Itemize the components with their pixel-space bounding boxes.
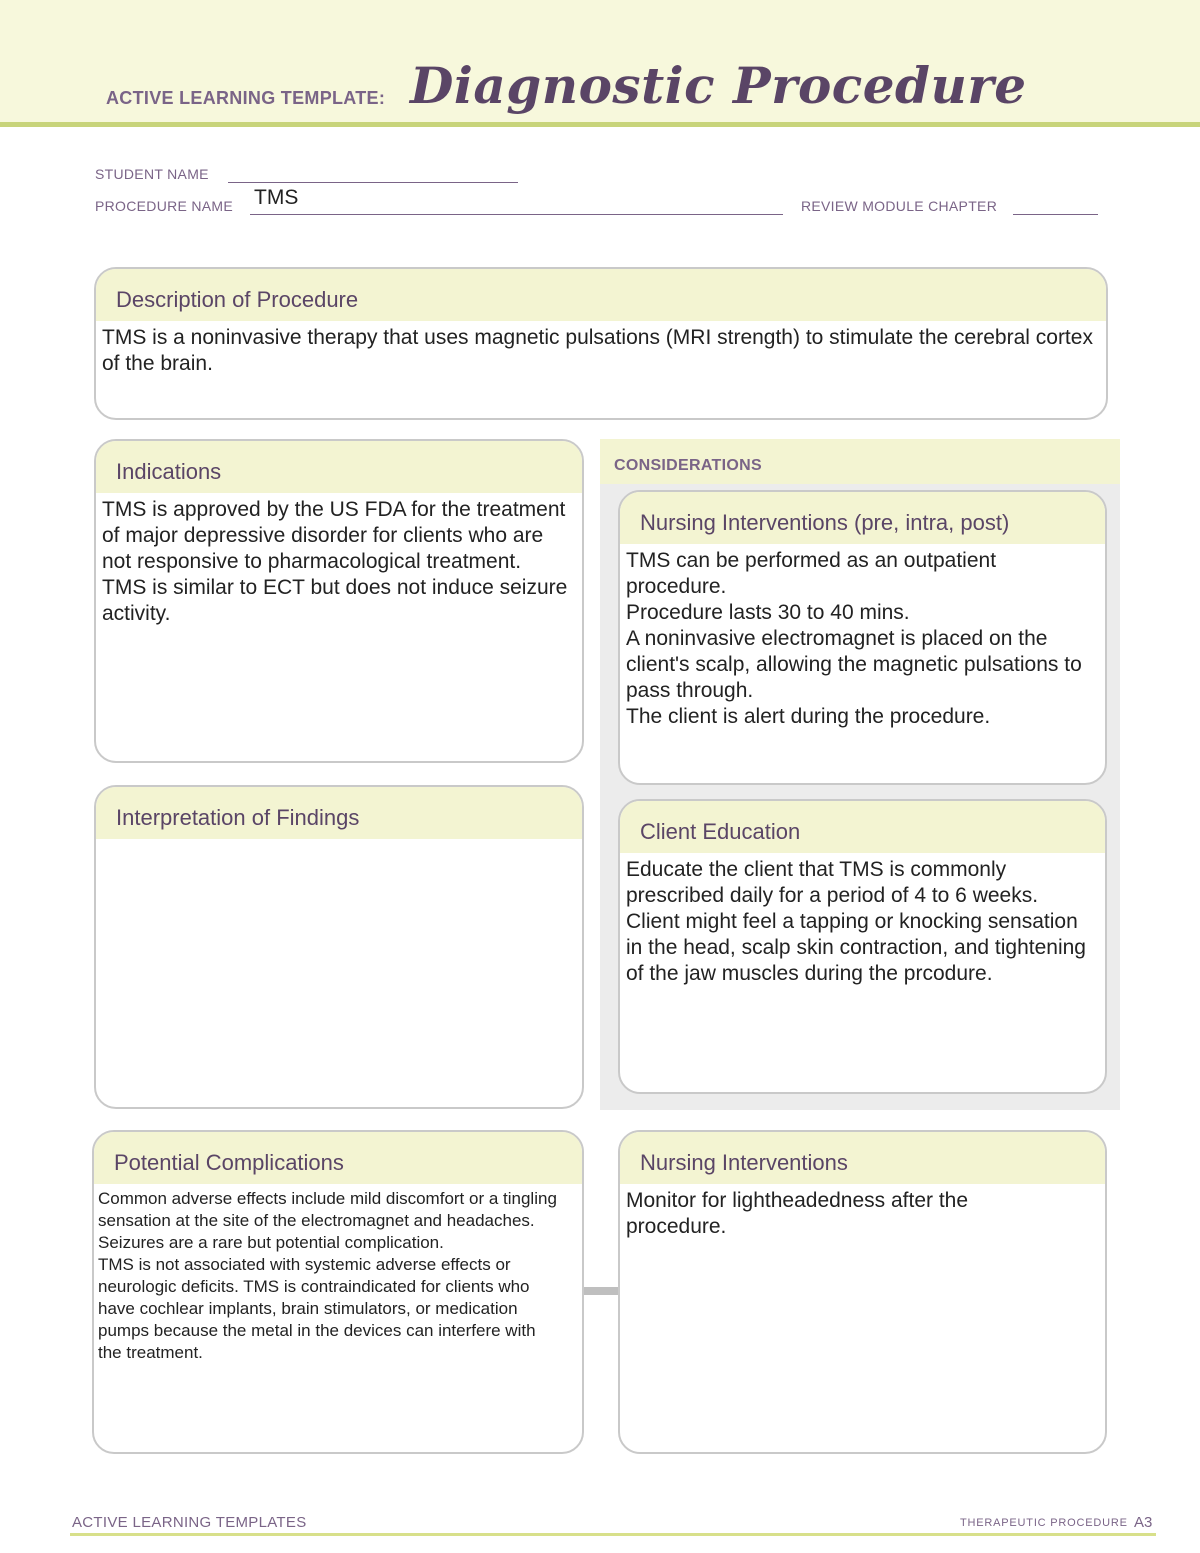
indications-body[interactable] [96,493,582,627]
nursing-interventions-pip-line: Procedure lasts 30 to 40 mins. [626,601,910,624]
client-education-title: Client Education [640,819,801,844]
interpretation-header [96,787,582,839]
template-label: ACTIVE LEARNING TEMPLATE: [106,88,386,108]
potential-complications-body[interactable] [94,1184,582,1364]
potential-complications-card [92,1130,584,1454]
nursing-interventions-pip-line: A noninvasive electromagnet is placed on the client's scalp, allowing the magnetic pulsations to pass through. [626,627,1082,702]
potential-complications-title: Potential Complications [114,1150,344,1175]
indications-card [94,439,584,763]
description-title: Description of Procedure [116,287,359,312]
page-title: Diagnostic Procedure [410,56,1027,115]
review-module-field[interactable] [1013,198,1098,215]
connector-bar [584,1287,620,1295]
nursing-interventions-pip-body[interactable] [620,544,1105,730]
footer-right: THERAPEUTIC PROCEDURE [960,1517,1128,1529]
footer-page-number: A3 [1134,1514,1153,1531]
nursing-interventions-pip-header [620,492,1105,544]
student-name-field[interactable] [228,166,518,183]
nursing-interventions-pip-card [618,490,1107,785]
description-text: TMS is a noninvasive therapy that uses magnetic pulsations (MRI strength) to stimulate the cerebral cortex of the brain. [102,326,1093,375]
interpretation-title: Interpretation of Findings [116,805,360,830]
review-module-label: REVIEW MODULE CHAPTER [801,198,998,214]
nursing-interventions-title: Nursing Interventions [640,1150,848,1175]
nursing-interventions-card [618,1130,1107,1454]
nursing-interventions-header [620,1132,1105,1184]
procedure-name-field[interactable] [250,198,783,215]
nursing-interventions-line: Monitor for lightheadedness after the procedure. [626,1189,969,1238]
potential-complications-header [94,1132,582,1184]
nursing-interventions-body[interactable] [620,1184,1105,1240]
client-education-card [618,799,1107,1094]
description-card [94,267,1108,420]
client-education-body[interactable] [620,853,1105,987]
potential-complications-line: TMS is not associated with systemic adverse effects or neurologic deficits. TMS is contraindicated for clients who have cochlear implants, brain stimulators, or medication pumps because the metal in the devices can interfere with the treatment. [98,1255,536,1362]
nursing-interventions-pip-line: The client is alert during the procedure. [626,705,991,728]
header-rule [0,122,1200,127]
interpretation-body[interactable] [96,839,582,843]
potential-complications-line: Seizures are a rare but potential complication. [98,1233,444,1252]
description-body[interactable] [96,321,1106,377]
potential-complications-line: Common adverse effects include mild discomfort or a tingling sensation at the site of the electromagnet and headaches. [98,1189,557,1230]
student-name-label: STUDENT NAME [95,166,209,182]
client-education-line: Educate the client that TMS is commonly prescribed daily for a period of 4 to 6 weeks. [626,858,1039,907]
footer-left: ACTIVE LEARNING TEMPLATES [72,1514,307,1531]
interpretation-card [94,785,584,1109]
indications-header [96,441,582,493]
client-education-header [620,801,1105,853]
indications-text: TMS is approved by the US FDA for the treatment of major depressive disorder for clients who are not responsive to pharmacological treatment. TMS is similar to ECT but does not induce seizure activity. [102,498,568,625]
procedure-name-label: PROCEDURE NAME [95,198,233,214]
procedure-name-value: TMS [254,186,299,209]
indications-title: Indications [116,459,222,484]
client-education-line: Client might feel a tapping or knocking sensation in the head, scalp skin contraction, and tightening of the jaw muscles during the prcodure. [626,910,1086,985]
description-header [96,269,1106,321]
nursing-interventions-pip-title: Nursing Interventions (pre, intra, post) [640,510,1010,535]
footer-rule [70,1533,1156,1536]
considerations-label: CONSIDERATIONS [614,457,762,474]
nursing-interventions-pip-line: TMS can be performed as an outpatient procedure. [626,549,997,598]
